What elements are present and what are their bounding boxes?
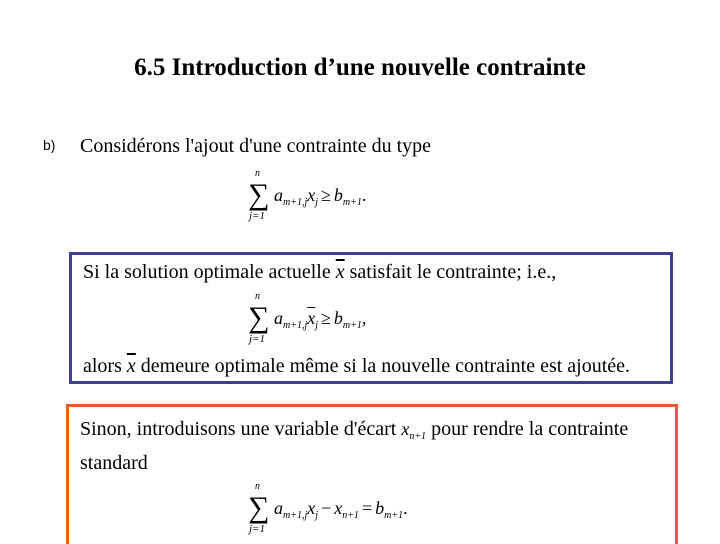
constraint-formula [248,170,366,222]
box1-line3: alors $\overline{x}$ demeure optimale même si la nouvelle contrainte est ajoutée. [83,355,631,377]
summation-symbol: n ∑ j=1 [248,291,270,345]
x-bar: $\overline{x}$ [335,261,345,283]
sum-upper-limit: n [255,168,260,179]
box1-formula [248,293,366,345]
summation-symbol: n ∑ j=1 [248,481,270,535]
summation-symbol: n ∑ j=1 [248,168,270,222]
formula-expression: $a_{m+1,j}x_j \ge b_{m+1}$. [274,184,367,208]
formula-expression: $a_{m+1,j}\overline{x}_j \ge b_{m+1}$, [274,307,367,331]
optimal-condition-box [69,252,673,384]
x-bar: $\overline{x}$ [126,355,136,377]
intro-text: Considérons l'ajout d'une contrainte du type [80,135,432,157]
slack-variable: $x_{n+1}$ [401,419,427,442]
slack-variable-box [66,404,678,544]
box2-formula [248,483,408,535]
sum-lower-limit: j=1 [249,210,265,222]
item-label: b) [43,137,56,153]
formula-expression: $a_{m+1,j}x_j - x_{n+1} = b_{m+1}$. [274,497,408,521]
page-title: 6.5 Introduction d’une nouvelle contrainte [134,54,586,81]
box1-line1: Si la solution optimale actuelle $\overline{x}$ satisfait le contrainte; i.e., [83,261,557,283]
box2-line1: Sinon, introduisons une variable d'écart $x_{n+1}$ pour rendre la contrainte [80,418,629,442]
box2-line2: standard [80,452,148,474]
